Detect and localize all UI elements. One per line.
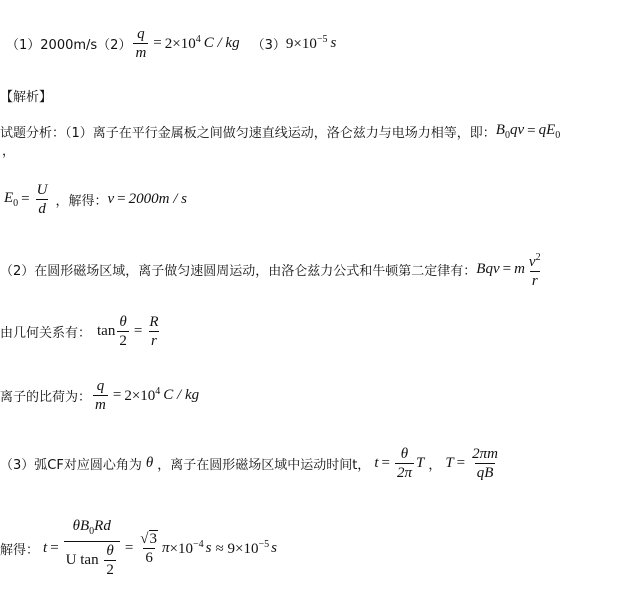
step-4-text: 离子的比荷为： xyxy=(0,390,92,405)
answer-line: （1）2000m/s（2） $\frac{q}{m}$ = $2\times 10^4$ C / kg （3） $9\times 10^{-5}$ s xyxy=(6,26,337,61)
step-1-text: 试题分析：（1）离子在平行金属板之间做匀速直线运动，洛仑兹力与电场力相等，即： xyxy=(0,126,496,141)
velocity-value: 2000m / s xyxy=(128,191,187,207)
step-1-comma: ， xyxy=(2,144,16,159)
sqrt3-over-6-fraction: √ 3 6 xyxy=(140,531,158,566)
step-6-line: 解得： t = $\theta B_0Rd$ U tan $\frac{\theta}{2}$ = √ 3 6 π $\times 10^{-4}$ s ≈ $9\times 10^{-5}$ s xyxy=(0,518,277,578)
theta-over-2-fraction: $\frac{\theta}{2}$ xyxy=(119,314,127,349)
v2-over-r-fraction: $\frac{v^2}{r}$ xyxy=(528,252,541,289)
charge-mass-ratio: $2\times 10^4$ xyxy=(164,34,201,52)
time-fraction: $\theta B_0Rd$ U tan $\frac{\theta}{2}$ xyxy=(64,518,120,578)
unit-s: s xyxy=(330,35,337,51)
step-5-line: （3）弧CF对应圆心角为 θ ，离子在圆形磁场区域中运动时间t， t = $\frac{\theta}{2\pi}$ T ， T = $\frac{2\pi m}{qB}$ xyxy=(0,446,498,481)
step-5-text: （3）弧CF对应圆心角为 xyxy=(0,458,142,473)
step-3-line: 由几何关系有： tan $\frac{\theta}{2}$ = $\frac{R}{r}$ xyxy=(0,314,159,349)
period-fraction: $\frac{2\pi m}{qB}$ xyxy=(472,446,498,481)
e0-line: $E_0$ = $\frac{U}{d}$ ，解得： v = 2000m / s xyxy=(4,182,187,217)
unit-c-per-kg: C / kg xyxy=(203,35,240,51)
solve-text: ，解得： xyxy=(55,194,108,209)
r-ratio-fraction: $\frac{R}{r}$ xyxy=(149,314,159,349)
force-balance-eq: $B_0qv$ xyxy=(495,122,525,141)
u-over-d-fraction: $\frac{U}{d}$ xyxy=(36,182,48,217)
theta-over-2pi-fraction: $\frac{\theta}{2\pi}$ xyxy=(396,446,412,481)
step-2-text: （2）在圆形磁场区域，离子做匀速圆周运动，由洛仑兹力公式和牛顿第二定律有： xyxy=(0,264,477,279)
time-result: $\times 10^{-4}$ xyxy=(169,538,204,557)
step-4-line: 离子的比荷为： $\frac{q}{m}$ = $2\times 10^4$ C / kg xyxy=(0,378,200,413)
step-1-line: 试题分析：（1）离子在平行金属板之间做匀速直线运动，洛仑兹力与电场力相等，即： $B_0qv$ = $qE_0$ xyxy=(0,122,561,141)
step-3-text: 由几何关系有： xyxy=(0,326,92,341)
step-2-line: （2）在圆形磁场区域，离子做匀速圆周运动，由洛仑兹力公式和牛顿第二定律有： Bqv = m $\frac{v^2}{r}$ xyxy=(0,252,541,289)
answer-part-3-label: （3） xyxy=(251,38,286,53)
analysis-heading: 【解析】 xyxy=(0,90,53,105)
step-6-text: 解得： xyxy=(0,542,40,558)
step-5-text2: ，离子在圆形磁场区域中运动时间t， xyxy=(157,458,371,473)
answer-part-1-2: （1）2000m/s（2） xyxy=(6,38,132,53)
time-answer: $9\times 10^{-5}$ xyxy=(285,34,328,52)
q-over-m-fraction: $\frac{q}{m}$ xyxy=(135,26,147,61)
